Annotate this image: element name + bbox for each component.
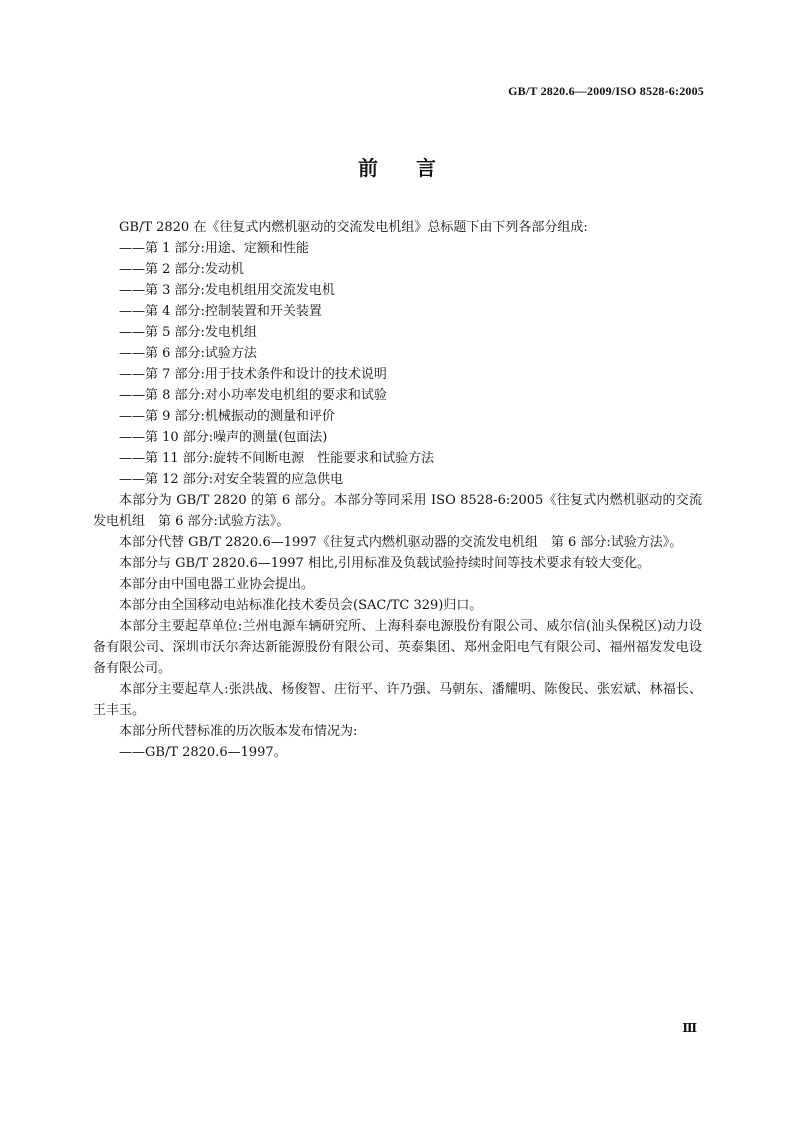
drafters-paragraph: 本部分主要起草人:张洪战、杨俊智、庄衍平、许乃强、马朝东、潘耀明、陈俊民、张宏斌、林福长、王丰玉。 (93, 682, 702, 718)
intro-paragraph: GB/T 2820 在《往复式内燃机驱动的交流发电机组》总标题下由下列各部分组成: (119, 220, 588, 235)
list-item: ——第 7 部分:用于技术条件和设计的技术说明 (119, 367, 387, 382)
list-item: ——第 9 部分:机械振动的测量和评价 (119, 409, 335, 424)
list-item: ——第 11 部分:旋转不间断电源 性能要求和试验方法 (119, 451, 435, 466)
document-header: GB/T 2820.6—2009/ISO 8528-6:2005 (508, 84, 704, 98)
list-item: ——第 12 部分:对安全装置的应急供电 (119, 472, 344, 487)
adoption-paragraph: 本部分为 GB/T 2820 的第 6 部分。本部分等同采用 ISO 8528-6:2005《往复式内燃机驱动的交流发电机组 第 6 部分:试验方法》。 (93, 493, 702, 529)
page-title: 前言 (358, 156, 474, 180)
list-item: ——第 4 部分:控制装置和开关装置 (119, 304, 322, 319)
drafting-units-paragraph: 本部分主要起草单位:兰州电源车辆研究所、上海科泰电源股份有限公司、威尔信(汕头保税区)动力设备有限公司、深圳市沃尔奔达新能源股份有限公司、英泰集团、郑州金阳电气有限公司、福州福发发电设备有限公司。 (93, 619, 702, 676)
replacement-paragraph: 本部分代替 GB/T 2820.6—1997《往复式内燃机驱动器的交流发电机组 第 6 部分:试验方法》。 (119, 535, 683, 550)
list-item: ——第 3 部分:发电机组用交流发电机 (119, 283, 335, 298)
proposer-paragraph: 本部分由中国电器工业协会提出。 (119, 577, 315, 592)
list-item: ——第 1 部分:用途、定额和性能 (119, 241, 309, 256)
list-item: ——第 6 部分:试验方法 (119, 346, 257, 361)
committee-paragraph: 本部分由全国移动电站标准化技术委员会(SAC/TC 329)归口。 (119, 598, 483, 613)
history-intro-paragraph: 本部分所代替标准的历次版本发布情况为: (119, 724, 358, 739)
list-item: ——第 10 部分:噪声的测量(包面法) (119, 430, 328, 445)
list-item: ——GB/T 2820.6—1997。 (119, 745, 287, 760)
document-body (93, 217, 702, 763)
page-number: Ⅲ (682, 1021, 697, 1035)
list-item: ——第 5 部分:发电机组 (119, 325, 257, 340)
list-item: ——第 8 部分:对小功率发电机组的要求和试验 (119, 388, 387, 403)
history-list (93, 742, 702, 763)
parts-list (93, 238, 702, 490)
changes-paragraph: 本部分与 GB/T 2820.6—1997 相比,引用标准及负载试验持续时间等技术要求有较大变化。 (119, 556, 651, 571)
list-item: ——第 2 部分:发动机 (119, 262, 244, 277)
